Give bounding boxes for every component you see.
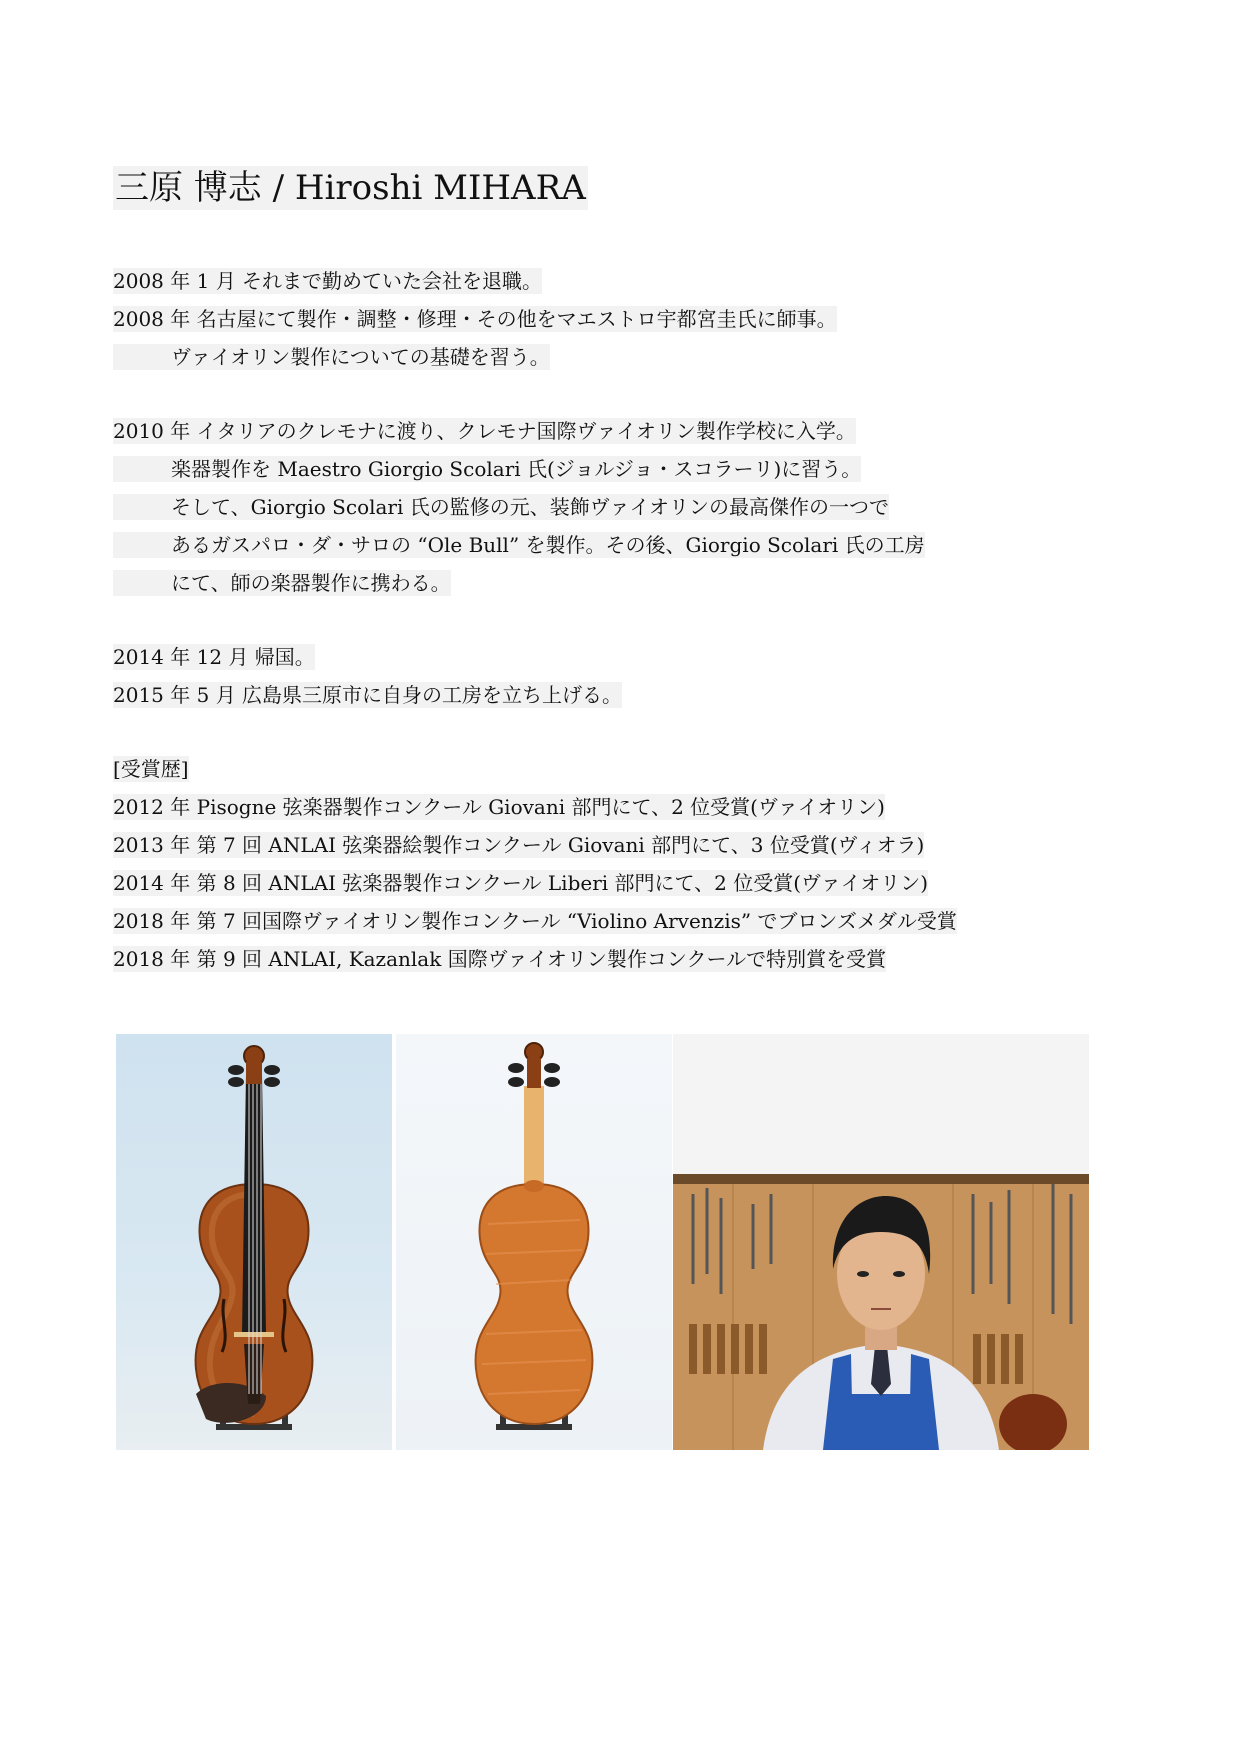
career-line-2010-cont-4: にて、師の楽器製作に携わる。 [113,570,451,596]
career-line-2008-cont: ヴァイオリン製作についての基礎を習う。 [113,344,550,370]
award-2018-arvenzis: 2018 年 第 7 回国際ヴァイオリン製作コンクール “Violino Arvenzis” でブロンズメダル受賞 [113,909,957,933]
career-line-2010: 2010 年 イタリアのクレモナに渡り、クレモナ国際ヴァイオリン製作学校に入学。 [113,419,856,443]
violin-back-illustration [396,1034,672,1450]
career-line-2015: 2015 年 5 月 広島県三原市に自身の工房を立ち上げる。 [113,683,623,707]
career-line-2010-cont-1: 楽器製作を Maestro Giorgio Scolari 氏(ジョルジョ・スコラーリ)に習う。 [113,456,861,482]
career-line-2010-cont-2: そして、Giorgio Scolari 氏の監修の元、装飾ヴァイオリンの最高傑作の一つで [113,494,889,520]
career-line-2008-jan: 2008 年 1 月 それまで勤めていた会社を退職。 [113,269,543,293]
maker-portrait-photo [673,1174,1089,1450]
violin-front-photo [116,1034,392,1450]
award-2014: 2014 年 第 8 回 ANLAI 弦楽器製作コンクール Liberi 部門にて、2 位受賞(ヴァイオリン) [113,871,929,895]
portrait-illustration [673,1174,1089,1450]
violin-front-illustration [116,1034,392,1450]
award-2013: 2013 年 第 7 回 ANLAI 弦楽器絵製作コンクール Giovani 部門にて、3 位受賞(ヴィオラ) [113,833,925,857]
page-title: 三原 博志 / Hiroshi MIHARA [115,168,586,208]
photo-blank-area [673,1034,1089,1174]
award-2012: 2012 年 Pisogne 弦楽器製作コンクール Giovani 部門にて、2 位受賞(ヴァイオリン) [113,795,885,819]
award-2018-kazanlak: 2018 年 第 9 回 ANLAI, Kazanlak 国際ヴァイオリン製作コンクールで特別賞を受賞 [113,947,887,971]
awards-heading: [受賞歴] [113,757,189,781]
career-line-2014: 2014 年 12 月 帰国。 [113,645,315,669]
career-line-2010-cont-3: あるガスパロ・ダ・サロの “Ole Bull” を製作。その後、Giorgio Scolari 氏の工房 [113,532,925,558]
career-line-2008: 2008 年 名古屋にて製作・調整・修理・その他をマエストロ宇都宮圭氏に師事。 [113,307,837,331]
violin-back-photo [396,1034,672,1450]
